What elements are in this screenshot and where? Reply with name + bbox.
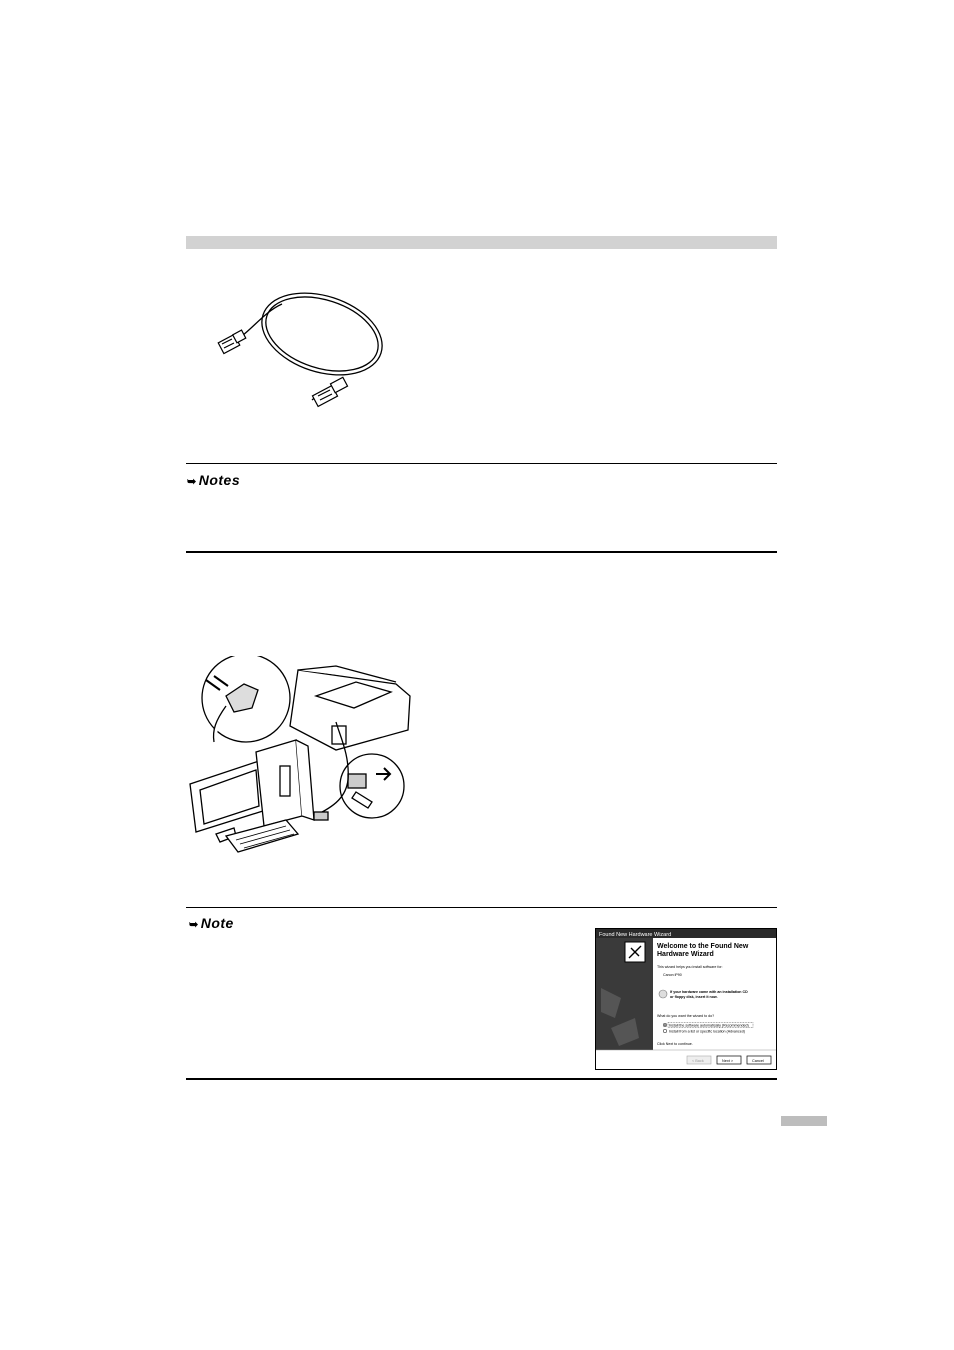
- wizard-cd-line-1: If your hardware came with an installation CD: [670, 990, 748, 994]
- notes-bottom-rule: [186, 551, 777, 553]
- svg-text:Next >: Next >: [722, 1059, 734, 1063]
- wizard-cd-line-2: or floppy disk, insert it now.: [670, 995, 718, 999]
- usb-b-plug: [218, 330, 246, 353]
- note-heading: ➥ Note: [189, 915, 234, 931]
- usb-cable-illustration: [212, 292, 398, 420]
- svg-text:< Back: < Back: [692, 1059, 704, 1063]
- radio-option-2: [663, 1029, 667, 1033]
- wizard-intro: This wizard helps you install software for:: [657, 965, 723, 969]
- wizard-heading-1: Welcome to the Found New: [657, 943, 749, 950]
- notes-heading: ➥ Notes: [187, 472, 241, 488]
- note-bottom-rule: [186, 1078, 777, 1080]
- cd-icon: [659, 990, 667, 998]
- wizard-question: What do you want the wizard to do?: [657, 1014, 715, 1018]
- wizard-device: Canon iP90: [663, 973, 682, 977]
- arrow-icon: ➥: [189, 919, 199, 931]
- page-number-tab: [781, 1116, 827, 1126]
- notes-top-rule: [186, 463, 777, 464]
- arrow-icon: ➥: [187, 476, 197, 488]
- found-new-hardware-wizard-screenshot: [595, 928, 777, 1070]
- wizard-option-1: Install the software automatically (Recommended): [669, 1023, 749, 1028]
- section-header-bar: [186, 236, 777, 249]
- wizard-title-text: Found New Hardware Wizard: [599, 932, 672, 938]
- wizard-option-2: Install from a list or specific location (Advanced): [669, 1029, 745, 1034]
- wizard-heading-2: Hardware Wizard: [657, 951, 714, 958]
- note-top-rule: [186, 907, 777, 908]
- svg-text:Cancel: Cancel: [752, 1059, 764, 1063]
- usb-a-plug: [312, 377, 347, 406]
- printer-connection-illustration: [186, 656, 416, 862]
- wizard-continue: Click Next to continue.: [657, 1042, 693, 1046]
